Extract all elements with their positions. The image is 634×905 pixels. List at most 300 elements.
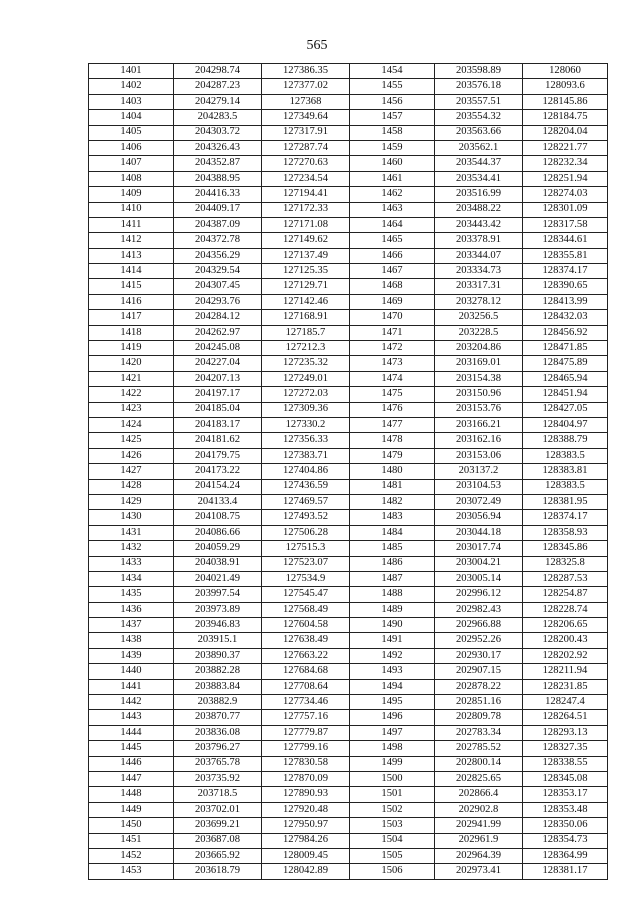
y-coordinate-left-cell: 127870.09: [262, 771, 350, 786]
y-coordinate-left-cell: 127493.52: [262, 510, 350, 525]
point-number-left-cell: 1430: [89, 510, 174, 525]
x-coordinate-left-cell: 204387.09: [174, 217, 262, 232]
x-coordinate-left-cell: 204133.4: [174, 494, 262, 509]
y-coordinate-right-cell: 128325.8: [523, 556, 608, 571]
y-coordinate-left-cell: 127194.41: [262, 187, 350, 202]
point-number-left-cell: 1448: [89, 787, 174, 802]
table-row: [89, 140, 608, 155]
y-coordinate-left-cell: 127545.47: [262, 587, 350, 602]
x-coordinate-left-cell: 204352.87: [174, 156, 262, 171]
x-coordinate-right-cell: 203072.49: [435, 494, 523, 509]
x-coordinate-left-cell: 204303.72: [174, 125, 262, 140]
point-number-right-cell: 1472: [350, 341, 435, 356]
y-coordinate-left-cell: 127950.97: [262, 818, 350, 833]
point-number-right-cell: 1461: [350, 171, 435, 186]
table-row: [89, 417, 608, 432]
y-coordinate-right-cell: 128383.5: [523, 479, 608, 494]
point-number-right-cell: 1456: [350, 94, 435, 109]
x-coordinate-left-cell: 203973.89: [174, 602, 262, 617]
x-coordinate-right-cell: 202800.14: [435, 756, 523, 771]
point-number-right-cell: 1469: [350, 294, 435, 309]
point-number-left-cell: 1404: [89, 110, 174, 125]
y-coordinate-left-cell: 127436.59: [262, 479, 350, 494]
x-coordinate-right-cell: 203344.07: [435, 248, 523, 263]
y-coordinate-right-cell: 128232.34: [523, 156, 608, 171]
table-row: [89, 618, 608, 633]
x-coordinate-left-cell: 203796.27: [174, 741, 262, 756]
y-coordinate-left-cell: 127185.7: [262, 325, 350, 340]
x-coordinate-left-cell: 204197.17: [174, 387, 262, 402]
y-coordinate-right-cell: 128293.13: [523, 725, 608, 740]
x-coordinate-right-cell: 203576.18: [435, 79, 523, 94]
y-coordinate-right-cell: 128471.85: [523, 341, 608, 356]
y-coordinate-right-cell: 128251.94: [523, 171, 608, 186]
x-coordinate-right-cell: 203137.2: [435, 464, 523, 479]
table-row: [89, 202, 608, 217]
y-coordinate-right-cell: 128254.87: [523, 587, 608, 602]
y-coordinate-left-cell: 127270.63: [262, 156, 350, 171]
y-coordinate-left-cell: 127604.58: [262, 618, 350, 633]
point-number-left-cell: 1425: [89, 433, 174, 448]
y-coordinate-left-cell: 127137.49: [262, 248, 350, 263]
table-row: [89, 787, 608, 802]
x-coordinate-left-cell: 204108.75: [174, 510, 262, 525]
y-coordinate-right-cell: 128404.97: [523, 417, 608, 432]
point-number-left-cell: 1423: [89, 402, 174, 417]
x-coordinate-left-cell: 203882.9: [174, 695, 262, 710]
point-number-left-cell: 1408: [89, 171, 174, 186]
x-coordinate-left-cell: 204409.17: [174, 202, 262, 217]
x-coordinate-right-cell: 203334.73: [435, 264, 523, 279]
y-coordinate-left-cell: 127330.2: [262, 417, 350, 432]
x-coordinate-left-cell: 204372.78: [174, 233, 262, 248]
coordinates-table-body: [89, 64, 608, 880]
point-number-right-cell: 1502: [350, 802, 435, 817]
y-coordinate-left-cell: 127890.93: [262, 787, 350, 802]
point-number-right-cell: 1465: [350, 233, 435, 248]
table-row: [89, 325, 608, 340]
point-number-right-cell: 1496: [350, 710, 435, 725]
y-coordinate-left-cell: 127534.9: [262, 571, 350, 586]
table-row: [89, 371, 608, 386]
x-coordinate-right-cell: 203488.22: [435, 202, 523, 217]
y-coordinate-right-cell: 128350.06: [523, 818, 608, 833]
point-number-left-cell: 1433: [89, 556, 174, 571]
point-number-right-cell: 1499: [350, 756, 435, 771]
y-coordinate-left-cell: 127708.64: [262, 679, 350, 694]
y-coordinate-left-cell: 127920.48: [262, 802, 350, 817]
y-coordinate-right-cell: 128327.35: [523, 741, 608, 756]
x-coordinate-left-cell: 204416.33: [174, 187, 262, 202]
table-row: [89, 110, 608, 125]
table-row: [89, 556, 608, 571]
point-number-left-cell: 1437: [89, 618, 174, 633]
point-number-left-cell: 1421: [89, 371, 174, 386]
page-number: 565: [306, 38, 328, 53]
point-number-left-cell: 1439: [89, 648, 174, 663]
table-row: [89, 695, 608, 710]
y-coordinate-right-cell: 128338.55: [523, 756, 608, 771]
table-row: [89, 310, 608, 325]
point-number-left-cell: 1413: [89, 248, 174, 263]
y-coordinate-left-cell: 127469.57: [262, 494, 350, 509]
y-coordinate-right-cell: 128344.61: [523, 233, 608, 248]
point-number-right-cell: 1485: [350, 541, 435, 556]
point-number-left-cell: 1435: [89, 587, 174, 602]
table-row: [89, 356, 608, 371]
y-coordinate-right-cell: 128374.17: [523, 510, 608, 525]
x-coordinate-left-cell: 203735.92: [174, 771, 262, 786]
x-coordinate-right-cell: 203544.37: [435, 156, 523, 171]
x-coordinate-right-cell: 203204.86: [435, 341, 523, 356]
y-coordinate-left-cell: 127779.87: [262, 725, 350, 740]
x-coordinate-left-cell: 203699.21: [174, 818, 262, 833]
x-coordinate-right-cell: 203378.91: [435, 233, 523, 248]
table-row: [89, 94, 608, 109]
y-coordinate-left-cell: 127383.71: [262, 448, 350, 463]
table-row: [89, 710, 608, 725]
point-number-left-cell: 1405: [89, 125, 174, 140]
point-number-left-cell: 1412: [89, 233, 174, 248]
y-coordinate-left-cell: 127515.3: [262, 541, 350, 556]
y-coordinate-left-cell: 127757.16: [262, 710, 350, 725]
point-number-left-cell: 1422: [89, 387, 174, 402]
point-number-left-cell: 1429: [89, 494, 174, 509]
point-number-left-cell: 1414: [89, 264, 174, 279]
x-coordinate-left-cell: 203882.28: [174, 664, 262, 679]
y-coordinate-right-cell: 128381.17: [523, 864, 608, 879]
point-number-left-cell: 1411: [89, 217, 174, 232]
y-coordinate-right-cell: 128364.99: [523, 848, 608, 863]
point-number-right-cell: 1504: [350, 833, 435, 848]
y-coordinate-left-cell: 127234.54: [262, 171, 350, 186]
point-number-left-cell: 1410: [89, 202, 174, 217]
y-coordinate-left-cell: 127272.03: [262, 387, 350, 402]
table-row: [89, 187, 608, 202]
point-number-right-cell: 1457: [350, 110, 435, 125]
table-row: [89, 125, 608, 140]
point-number-left-cell: 1442: [89, 695, 174, 710]
coordinates-table: [88, 63, 608, 880]
point-number-left-cell: 1416: [89, 294, 174, 309]
point-number-left-cell: 1447: [89, 771, 174, 786]
table-row: [89, 294, 608, 309]
table-row: [89, 233, 608, 248]
point-number-left-cell: 1438: [89, 633, 174, 648]
x-coordinate-right-cell: 202964.39: [435, 848, 523, 863]
point-number-left-cell: 1444: [89, 725, 174, 740]
y-coordinate-left-cell: 127377.02: [262, 79, 350, 94]
table-row: [89, 156, 608, 171]
y-coordinate-left-cell: 127309.36: [262, 402, 350, 417]
point-number-left-cell: 1434: [89, 571, 174, 586]
point-number-right-cell: 1495: [350, 695, 435, 710]
point-number-right-cell: 1462: [350, 187, 435, 202]
y-coordinate-left-cell: 127249.01: [262, 371, 350, 386]
table-row: [89, 525, 608, 540]
y-coordinate-left-cell: 128009.45: [262, 848, 350, 863]
x-coordinate-left-cell: 204086.66: [174, 525, 262, 540]
table-row: [89, 741, 608, 756]
x-coordinate-right-cell: 203278.12: [435, 294, 523, 309]
y-coordinate-right-cell: 128317.58: [523, 217, 608, 232]
x-coordinate-right-cell: 202878.22: [435, 679, 523, 694]
x-coordinate-left-cell: 203870.77: [174, 710, 262, 725]
table-row: [89, 79, 608, 94]
point-number-right-cell: 1468: [350, 279, 435, 294]
point-number-left-cell: 1451: [89, 833, 174, 848]
table-row: [89, 864, 608, 879]
table-row: [89, 633, 608, 648]
x-coordinate-left-cell: 204356.29: [174, 248, 262, 263]
x-coordinate-left-cell: 204298.74: [174, 64, 262, 79]
y-coordinate-right-cell: 128221.77: [523, 140, 608, 155]
x-coordinate-right-cell: 202851.16: [435, 695, 523, 710]
x-coordinate-right-cell: 203256.5: [435, 310, 523, 325]
point-number-right-cell: 1467: [350, 264, 435, 279]
point-number-right-cell: 1505: [350, 848, 435, 863]
point-number-right-cell: 1497: [350, 725, 435, 740]
point-number-left-cell: 1445: [89, 741, 174, 756]
x-coordinate-left-cell: 204179.75: [174, 448, 262, 463]
x-coordinate-right-cell: 202907.15: [435, 664, 523, 679]
point-number-left-cell: 1409: [89, 187, 174, 202]
point-number-right-cell: 1490: [350, 618, 435, 633]
point-number-right-cell: 1486: [350, 556, 435, 571]
x-coordinate-left-cell: 204183.17: [174, 417, 262, 432]
table-row: [89, 833, 608, 848]
point-number-right-cell: 1480: [350, 464, 435, 479]
y-coordinate-right-cell: 128301.09: [523, 202, 608, 217]
x-coordinate-left-cell: 204262.97: [174, 325, 262, 340]
y-coordinate-left-cell: 127404.86: [262, 464, 350, 479]
x-coordinate-right-cell: 203104.53: [435, 479, 523, 494]
x-coordinate-right-cell: 203554.32: [435, 110, 523, 125]
table-row: [89, 771, 608, 786]
y-coordinate-right-cell: 128204.04: [523, 125, 608, 140]
point-number-right-cell: 1466: [350, 248, 435, 263]
y-coordinate-right-cell: 128354.73: [523, 833, 608, 848]
point-number-left-cell: 1417: [89, 310, 174, 325]
y-coordinate-left-cell: 127684.68: [262, 664, 350, 679]
x-coordinate-left-cell: 203687.08: [174, 833, 262, 848]
table-row: [89, 756, 608, 771]
x-coordinate-left-cell: 204021.49: [174, 571, 262, 586]
x-coordinate-right-cell: 203317.31: [435, 279, 523, 294]
table-row: [89, 171, 608, 186]
x-coordinate-left-cell: 204245.08: [174, 341, 262, 356]
point-number-right-cell: 1473: [350, 356, 435, 371]
point-number-left-cell: 1420: [89, 356, 174, 371]
point-number-left-cell: 1424: [89, 417, 174, 432]
x-coordinate-left-cell: 203618.79: [174, 864, 262, 879]
x-coordinate-left-cell: 204059.29: [174, 541, 262, 556]
x-coordinate-right-cell: 203154.38: [435, 371, 523, 386]
table-row: [89, 725, 608, 740]
x-coordinate-right-cell: 203004.21: [435, 556, 523, 571]
x-coordinate-right-cell: 203516.99: [435, 187, 523, 202]
point-number-right-cell: 1481: [350, 479, 435, 494]
y-coordinate-right-cell: 128353.17: [523, 787, 608, 802]
y-coordinate-left-cell: 127799.16: [262, 741, 350, 756]
x-coordinate-right-cell: 203166.21: [435, 417, 523, 432]
y-coordinate-left-cell: 127568.49: [262, 602, 350, 617]
table-row: [89, 479, 608, 494]
y-coordinate-right-cell: 128145.86: [523, 94, 608, 109]
y-coordinate-right-cell: 128465.94: [523, 371, 608, 386]
point-number-right-cell: 1501: [350, 787, 435, 802]
y-coordinate-right-cell: 128231.85: [523, 679, 608, 694]
y-coordinate-left-cell: 127172.33: [262, 202, 350, 217]
table-row: [89, 571, 608, 586]
point-number-left-cell: 1436: [89, 602, 174, 617]
x-coordinate-right-cell: 202785.52: [435, 741, 523, 756]
x-coordinate-right-cell: 203228.5: [435, 325, 523, 340]
point-number-right-cell: 1500: [350, 771, 435, 786]
y-coordinate-right-cell: 128383.5: [523, 448, 608, 463]
point-number-left-cell: 1441: [89, 679, 174, 694]
y-coordinate-left-cell: 127212.3: [262, 341, 350, 356]
y-coordinate-left-cell: 127287.74: [262, 140, 350, 155]
point-number-right-cell: 1487: [350, 571, 435, 586]
y-coordinate-right-cell: 128381.95: [523, 494, 608, 509]
point-number-right-cell: 1459: [350, 140, 435, 155]
point-number-right-cell: 1464: [350, 217, 435, 232]
y-coordinate-left-cell: 127168.91: [262, 310, 350, 325]
y-coordinate-left-cell: 127356.33: [262, 433, 350, 448]
point-number-right-cell: 1460: [350, 156, 435, 171]
point-number-right-cell: 1491: [350, 633, 435, 648]
x-coordinate-left-cell: 203765.78: [174, 756, 262, 771]
point-number-left-cell: 1449: [89, 802, 174, 817]
y-coordinate-right-cell: 128264.51: [523, 710, 608, 725]
y-coordinate-right-cell: 128383.81: [523, 464, 608, 479]
table-row: [89, 217, 608, 232]
point-number-left-cell: 1452: [89, 848, 174, 863]
point-number-left-cell: 1432: [89, 541, 174, 556]
point-number-right-cell: 1489: [350, 602, 435, 617]
y-coordinate-right-cell: 128287.53: [523, 571, 608, 586]
point-number-right-cell: 1484: [350, 525, 435, 540]
x-coordinate-left-cell: 203702.01: [174, 802, 262, 817]
y-coordinate-right-cell: 128211.94: [523, 664, 608, 679]
x-coordinate-right-cell: 202966.88: [435, 618, 523, 633]
y-coordinate-left-cell: 127638.49: [262, 633, 350, 648]
point-number-left-cell: 1419: [89, 341, 174, 356]
point-number-right-cell: 1471: [350, 325, 435, 340]
y-coordinate-right-cell: 128247.4: [523, 695, 608, 710]
y-coordinate-left-cell: 127235.32: [262, 356, 350, 371]
table-row: [89, 64, 608, 79]
y-coordinate-right-cell: 128451.94: [523, 387, 608, 402]
x-coordinate-right-cell: 203044.18: [435, 525, 523, 540]
point-number-right-cell: 1482: [350, 494, 435, 509]
x-coordinate-left-cell: 204173.22: [174, 464, 262, 479]
x-coordinate-left-cell: 204287.23: [174, 79, 262, 94]
y-coordinate-right-cell: 128388.79: [523, 433, 608, 448]
x-coordinate-left-cell: 204293.76: [174, 294, 262, 309]
point-number-left-cell: 1443: [89, 710, 174, 725]
point-number-left-cell: 1415: [89, 279, 174, 294]
point-number-left-cell: 1403: [89, 94, 174, 109]
table-row: [89, 802, 608, 817]
x-coordinate-left-cell: 203836.08: [174, 725, 262, 740]
point-number-left-cell: 1407: [89, 156, 174, 171]
point-number-left-cell: 1418: [89, 325, 174, 340]
table-row: [89, 433, 608, 448]
y-coordinate-left-cell: 127663.22: [262, 648, 350, 663]
table-row: [89, 448, 608, 463]
y-coordinate-right-cell: 128345.08: [523, 771, 608, 786]
point-number-right-cell: 1463: [350, 202, 435, 217]
x-coordinate-left-cell: 203890.37: [174, 648, 262, 663]
x-coordinate-left-cell: 204154.24: [174, 479, 262, 494]
point-number-right-cell: 1470: [350, 310, 435, 325]
table-row: [89, 264, 608, 279]
x-coordinate-left-cell: 204038.91: [174, 556, 262, 571]
x-coordinate-left-cell: 203997.54: [174, 587, 262, 602]
x-coordinate-left-cell: 203946.83: [174, 618, 262, 633]
y-coordinate-right-cell: 128456.92: [523, 325, 608, 340]
point-number-left-cell: 1427: [89, 464, 174, 479]
x-coordinate-right-cell: 202809.78: [435, 710, 523, 725]
point-number-right-cell: 1493: [350, 664, 435, 679]
point-number-right-cell: 1477: [350, 417, 435, 432]
x-coordinate-right-cell: 203557.51: [435, 94, 523, 109]
x-coordinate-left-cell: 203883.84: [174, 679, 262, 694]
y-coordinate-right-cell: 128355.81: [523, 248, 608, 263]
point-number-right-cell: 1492: [350, 648, 435, 663]
y-coordinate-right-cell: 128202.92: [523, 648, 608, 663]
x-coordinate-right-cell: 203056.94: [435, 510, 523, 525]
y-coordinate-right-cell: 128228.74: [523, 602, 608, 617]
point-number-right-cell: 1494: [350, 679, 435, 694]
table-row: [89, 494, 608, 509]
x-coordinate-right-cell: 203598.89: [435, 64, 523, 79]
point-number-left-cell: 1402: [89, 79, 174, 94]
x-coordinate-right-cell: 203534.41: [435, 171, 523, 186]
y-coordinate-left-cell: 127129.71: [262, 279, 350, 294]
x-coordinate-left-cell: 204388.95: [174, 171, 262, 186]
y-coordinate-left-cell: 127125.35: [262, 264, 350, 279]
table-row: [89, 602, 608, 617]
point-number-left-cell: 1450: [89, 818, 174, 833]
x-coordinate-left-cell: 204185.04: [174, 402, 262, 417]
y-coordinate-left-cell: 127830.58: [262, 756, 350, 771]
point-number-right-cell: 1475: [350, 387, 435, 402]
point-number-left-cell: 1406: [89, 140, 174, 155]
x-coordinate-right-cell: 202973.41: [435, 864, 523, 879]
point-number-right-cell: 1488: [350, 587, 435, 602]
x-coordinate-right-cell: 202825.65: [435, 771, 523, 786]
x-coordinate-right-cell: 203153.06: [435, 448, 523, 463]
point-number-left-cell: 1431: [89, 525, 174, 540]
x-coordinate-right-cell: 203150.96: [435, 387, 523, 402]
point-number-left-cell: 1401: [89, 64, 174, 79]
y-coordinate-left-cell: 127142.46: [262, 294, 350, 309]
y-coordinate-right-cell: 128358.93: [523, 525, 608, 540]
x-coordinate-right-cell: 202783.34: [435, 725, 523, 740]
y-coordinate-left-cell: 128042.89: [262, 864, 350, 879]
point-number-right-cell: 1458: [350, 125, 435, 140]
y-coordinate-left-cell: 127349.64: [262, 110, 350, 125]
x-coordinate-left-cell: 204279.14: [174, 94, 262, 109]
y-coordinate-left-cell: 127386.35: [262, 64, 350, 79]
point-number-left-cell: 1428: [89, 479, 174, 494]
x-coordinate-right-cell: 202902.8: [435, 802, 523, 817]
x-coordinate-right-cell: 202866.4: [435, 787, 523, 802]
point-number-left-cell: 1440: [89, 664, 174, 679]
